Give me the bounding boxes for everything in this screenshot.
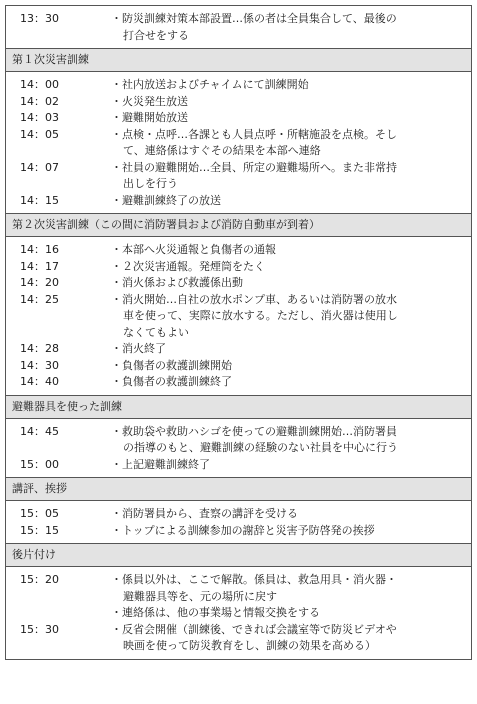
description-line: ・社員の避難開始…全員、所定の避難場所へ。また非常持 (111, 160, 397, 174)
description-line: の指導のもと、避難訓練の経験のない社員を中心に行う (123, 441, 398, 454)
schedule-entry (6, 506, 471, 523)
entry-time: 14：15 (20, 193, 59, 207)
schedule-entry (6, 11, 471, 44)
description-line: なくてもよい (123, 325, 189, 339)
entry-time: 14：25 (20, 292, 59, 306)
description-line: ・トップによる訓練参加の謝辞と災害予防啓発の挨拶 (111, 523, 375, 537)
description-line: 出しを行う (123, 177, 178, 190)
section-body (6, 501, 471, 543)
entry-description (111, 341, 471, 358)
schedule-entry (6, 193, 471, 210)
entry-description (111, 193, 471, 210)
schedule-entry (6, 160, 471, 193)
entry-description (111, 292, 471, 342)
description-line: ・消防署員から、査察の講評を受ける (111, 507, 298, 520)
section-body (6, 237, 471, 395)
entry-time: 15：00 (20, 457, 59, 471)
schedule-entry (6, 523, 471, 540)
entry-time: 14：07 (20, 160, 59, 174)
description-line: て、連絡係はすぐその結果を本部へ連絡 (123, 144, 321, 157)
entry-time: 14：00 (20, 78, 59, 91)
entry-time: 14：20 (20, 276, 59, 289)
schedule-entry (6, 341, 471, 358)
entry-time: 15：30 (20, 622, 59, 636)
schedule-entry (6, 572, 471, 622)
section-body (6, 419, 471, 478)
entry-description (111, 77, 471, 94)
section-header: 第２次災害訓練（この間に消防署員および消防自動車が到着） (6, 213, 471, 237)
entry-description (111, 523, 471, 540)
drill-schedule-table (5, 5, 472, 660)
entry-description (111, 506, 471, 523)
entry-description (111, 11, 471, 44)
schedule-entry (6, 110, 471, 127)
entry-time: 14：03 (20, 111, 59, 124)
schedule-entry (6, 275, 471, 292)
section-header: 第１次災害訓練 (6, 48, 471, 72)
schedule-entry (6, 292, 471, 342)
entry-time: 14：45 (20, 424, 59, 438)
description-line: 打合せをする (123, 28, 189, 42)
description-line: ・避難開始放送 (111, 111, 188, 124)
schedule-entry (6, 358, 471, 375)
entry-time: 15：20 (20, 573, 59, 586)
section-body (6, 72, 471, 213)
entry-time: 14：30 (20, 358, 59, 372)
entry-description (111, 358, 471, 375)
description-line: 車を使って、実際に放水する。ただし、消火器は使用し (123, 309, 398, 322)
schedule-entry (6, 94, 471, 111)
schedule-entry (6, 457, 471, 474)
description-line: ・避難訓練終了の放送 (111, 193, 221, 207)
description-line: ・社内放送およびチャイムにて訓練開始 (111, 78, 309, 91)
description-line: ・負傷者の救護訓練開始 (111, 358, 232, 372)
entry-time: 14：02 (20, 94, 59, 108)
description-line: 避難器具等を、元の場所に戻す (123, 589, 277, 603)
description-line: ・反省会開催（訓練後、できれば会議室等で防災ビデオや (111, 622, 397, 636)
entry-description (111, 374, 471, 391)
description-line: ・火災発生放送 (111, 94, 188, 108)
description-line: ・係員以外は、ここで解散。係員は、救急用具・消火器・ (111, 573, 397, 586)
entry-description (111, 457, 471, 474)
section-header: 講評、挨拶 (6, 477, 471, 501)
section-header: 避難器具を使った訓練 (6, 395, 471, 419)
entry-description (111, 110, 471, 127)
entry-description (111, 424, 471, 457)
entry-description (111, 572, 471, 622)
section-header: 後片付け (6, 543, 471, 567)
entry-description (111, 259, 471, 276)
schedule-entry (6, 127, 471, 160)
description-line: ・点検・点呼…各課とも人員点呼・所轄施設を点検。そし (111, 127, 397, 141)
schedule-entry (6, 424, 471, 457)
description-line: ・消火係および救護係出動 (111, 276, 243, 289)
description-line: ・上記避難訓練終了 (111, 457, 210, 471)
entry-description (111, 622, 471, 655)
description-line: ・本部へ火災通報と負傷者の通報 (111, 243, 276, 256)
entry-time: 14：28 (20, 342, 59, 355)
description-line: ・防災訓練対策本部設置…係の者は全員集合して、最後の (111, 12, 397, 25)
entry-description (111, 94, 471, 111)
schedule-entry (6, 259, 471, 276)
description-line: ・連絡係は、他の事業場と情報交換をする (111, 606, 320, 619)
section-body (6, 567, 471, 659)
entry-time: 15：15 (20, 523, 59, 537)
description-line: ・消火開始…自社の放水ポンプ車、あるいは消防署の放水 (111, 292, 397, 306)
entry-time: 15：05 (20, 507, 59, 520)
entry-description (111, 275, 471, 292)
entry-description (111, 160, 471, 193)
schedule-entry (6, 77, 471, 94)
entry-description (111, 127, 471, 160)
description-line: ・負傷者の救護訓練終了 (111, 375, 232, 388)
description-line: ・消火終了 (111, 342, 166, 355)
description-line: ・救助袋や救助ハシゴを使っての避難訓練開始…消防署員 (111, 424, 397, 438)
section-body (6, 6, 471, 48)
schedule-entry (6, 622, 471, 655)
entry-time: 14：16 (20, 243, 59, 256)
schedule-entry (6, 242, 471, 259)
description-line: ・２次災害通報。発煙筒をたく (111, 259, 265, 273)
entry-time: 14：17 (20, 259, 59, 273)
description-line: 映画を使って防災教育をし、訓練の効果を高める） (123, 639, 376, 652)
schedule-entry (6, 374, 471, 391)
entry-time: 14：05 (20, 127, 59, 141)
entry-description (111, 242, 471, 259)
entry-time: 13：30 (20, 12, 59, 25)
entry-time: 14：40 (20, 375, 59, 388)
